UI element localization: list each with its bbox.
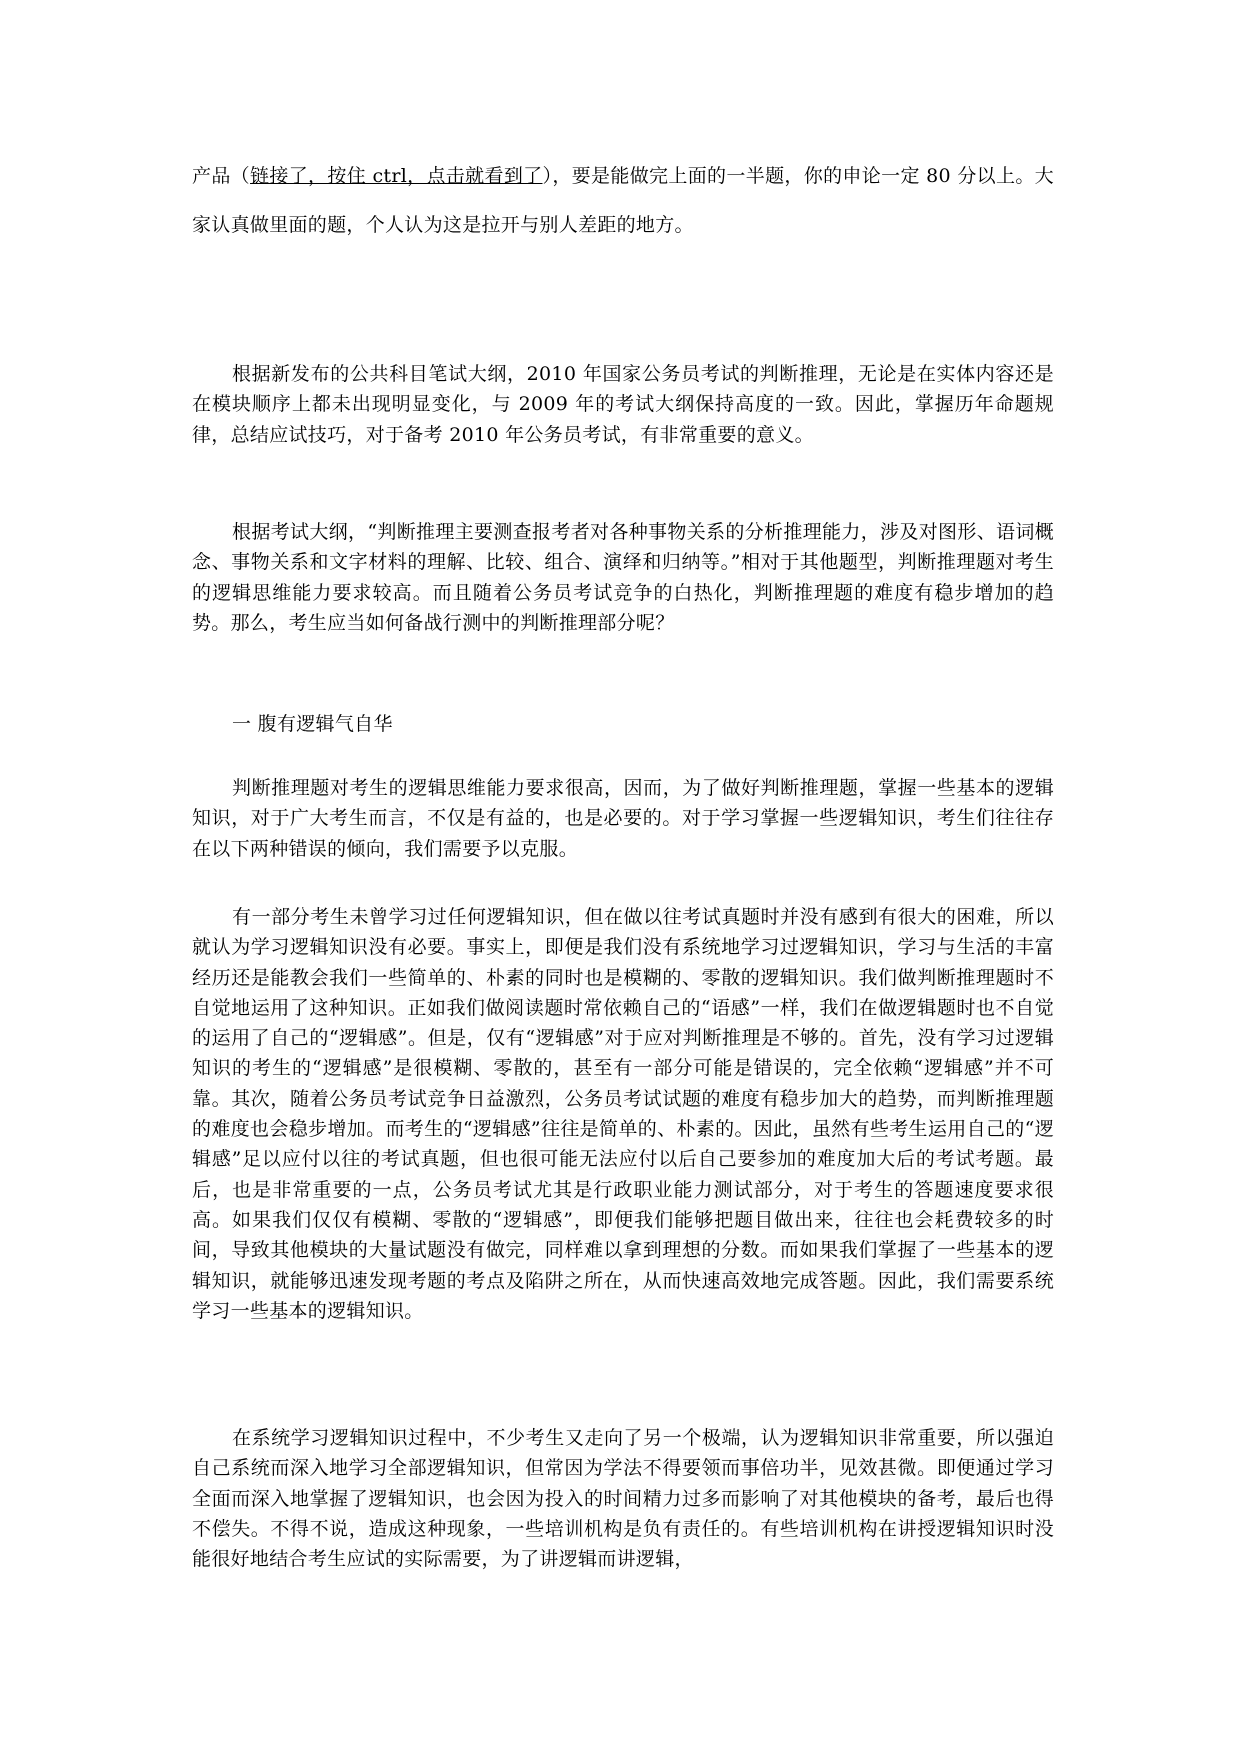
paragraph-logic-sense: 有一部分考生未曾学习过任何逻辑知识，但在做以往考试真题时并没有感到有很大的困难，所以就认为学习逻辑知识没有必要。事实上，即便是我们没有系统地学习过逻辑知识，学习与生活的丰富经历还是能教会我们一些简单的、朴素的同时也是模糊的、零散的逻辑知识。我们做判断推理题时不自觉地运用了这种知识。正如我们做阅读题时常依赖自己的“语感”一样，我们在做逻辑题时也不自觉的运用了自己的“逻辑感”。但是，仅有“逻辑感”对于应对判断推理是不够的。首先，没有学习过逻辑知识的考生的“逻辑感”是很模糊、零散的，甚至有一部分可能是错误的，完全依赖“逻辑感”并不可靠。其次，随着公务员考试竞争日益激烈，公务员考试试题的难度有稳步加大的趋势，而判断推理题的难度也会稳步增加。而考生的“逻辑感”往往是简单的、朴素的。因此，虽然有些考生运用自己的“逻辑感”足以应付以往的考试真题，但也很可能无法应付以后自己要参加的难度加大后的考试考题。最后，也是非常重要的一点，公务员考试尤其是行政职业能力测试部分，对于考生的答题速度要求很高。如果我们仅仅有模糊、零散的“逻辑感”，即便我们能够把题目做出来，往往也会耗费较多的时间，导致其他模块的大量试题没有做完，同样难以拿到理想的分数。而如果我们掌握了一些基本的逻辑知识，就能够迅速发现考题的考点及陷阱之所在，从而快速高效地完成答题。因此，我们需要系统学习一些基本的逻辑知识。 <box>192 906 1054 1322</box>
ctrl-click-link[interactable]: 链接了，按住 ctrl，点击就看到了 <box>250 165 543 187</box>
section-heading: 一 腹有逻辑气自华 <box>232 713 393 735</box>
intro-paragraph <box>192 152 1054 250</box>
paragraph-logic-requirements: 判断推理题对考生的逻辑思维能力要求很高，因而，为了做好判断推理题，掌握一些基本的逻辑知识，对于广大考生而言，不仅是有益的，也是必要的。对于学习掌握一些逻辑知识，考生们往往存在以下两种错误的倾向，我们需要予以克服。 <box>192 777 1054 860</box>
paragraph-over-study: 在系统学习逻辑知识过程中，不少考生又走向了另一个极端，认为逻辑知识非常重要，所以强迫自己系统而深入地学习全部逻辑知识，但常因为学法不得要领而事倍功半，见效甚微。即便通过学习全面而深入地掌握了逻辑知识，也会因为投入的时间精力过多而影响了对其他模块的备考，最后也得不偿失。不得不说，造成这种现象，一些培训机构是负有责任的。有些培训机构在讲授逻辑知识时没能很好地结合考生应试的实际需要，为了讲逻辑而讲逻辑， <box>192 1427 1054 1571</box>
paragraph-exam-outline: 根据考试大纲，“判断推理主要测查报考者对各种事物关系的分析推理能力，涉及对图形、语词概念、事物关系和文字材料的理解、比较、组合、演绎和归纳等。”相对于其他题型，判断推理题对考生的逻辑思维能力要求较高。而且随着公务员考试竞争的白热化，判断推理题的难度有稳步增加的趋势。那么，考生应当如何备战行测中的判断推理部分呢？ <box>192 521 1054 634</box>
paragraph-outline-intro: 根据新发布的公共科目笔试大纲，2010 年国家公务员考试的判断推理，无论是在实体内容还是在模块顺序上都未出现明显变化，与 2009 年的考试大纲保持高度的一致。因此，掌握历年命题规律，总结应试技巧，对于备考 2010 年公务员考试，有非常重要的意义。 <box>192 363 1054 446</box>
intro-suffix: ），要是能做完上面的一半题，你的申论一定 80 分以上。大家认真做里面的题，个人认为这是拉开与别人差距的地方。 <box>192 165 1054 236</box>
intro-prefix: 产品（ <box>192 165 251 187</box>
